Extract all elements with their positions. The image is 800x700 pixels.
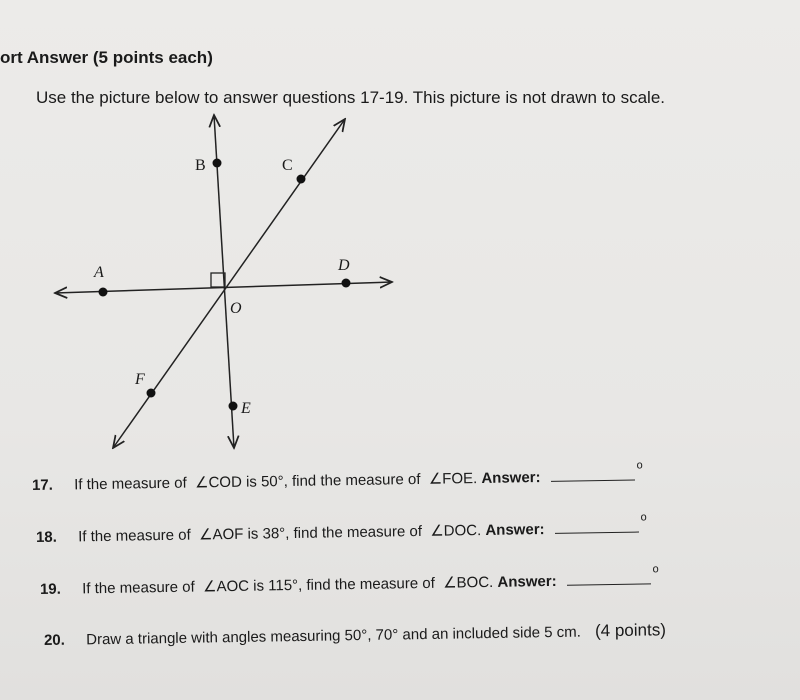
question-number: 19. (39, 580, 61, 598)
find-angle: ∠BOC. (443, 573, 494, 592)
label-A: A (94, 264, 104, 281)
answer-label: Answer: (497, 572, 557, 591)
degree-symbol: o (640, 511, 647, 524)
question-prefix: If the measure of (78, 526, 191, 546)
label-F: F (135, 371, 145, 388)
answer-blank[interactable] (551, 479, 635, 482)
point-F (147, 389, 156, 398)
given-angle: ∠AOC (202, 577, 250, 596)
question-number: 18. (35, 528, 57, 546)
label-O: O (230, 300, 242, 317)
question-prefix: If the measure of (74, 474, 187, 494)
question-text: Draw a triangle with angles measuring 50°, 70° and an included side 5 cm. (86, 623, 582, 649)
find-angle: ∠FOE. (428, 470, 478, 488)
point-C (297, 175, 306, 184)
given-angle: ∠COD (194, 473, 242, 492)
answer-blank[interactable] (567, 582, 651, 585)
question-number: 20. (43, 631, 65, 649)
given-text: is 38°, find the measure of (247, 522, 423, 543)
label-E: E (241, 400, 251, 417)
label-D: D (338, 257, 350, 274)
degree-symbol: o (636, 459, 643, 472)
points-note: (4 points) (594, 620, 667, 641)
label-C: C (282, 157, 293, 174)
line-FC (113, 119, 345, 448)
label-B: B (195, 157, 206, 174)
question-prefix: If the measure of (82, 578, 195, 598)
given-text: is 115°, find the measure of (253, 574, 435, 595)
point-B (213, 159, 222, 168)
given-angle: ∠AOF (198, 525, 244, 544)
question-number: 17. (31, 476, 53, 494)
point-A (99, 288, 108, 297)
answer-blank[interactable] (555, 531, 639, 534)
answer-label: Answer: (485, 521, 545, 539)
answer-label: Answer: (481, 469, 541, 487)
point-E (229, 402, 238, 411)
instructions-text: Use the picture below to answer questions 17-19. This picture is not drawn to scale. (36, 88, 666, 107)
degree-symbol: o (652, 563, 659, 576)
given-text: is 50°, find the measure of (245, 470, 421, 491)
point-D (342, 279, 351, 288)
find-angle: ∠DOC. (430, 522, 482, 540)
section-heading: ort Answer (5 points each) (0, 48, 213, 67)
